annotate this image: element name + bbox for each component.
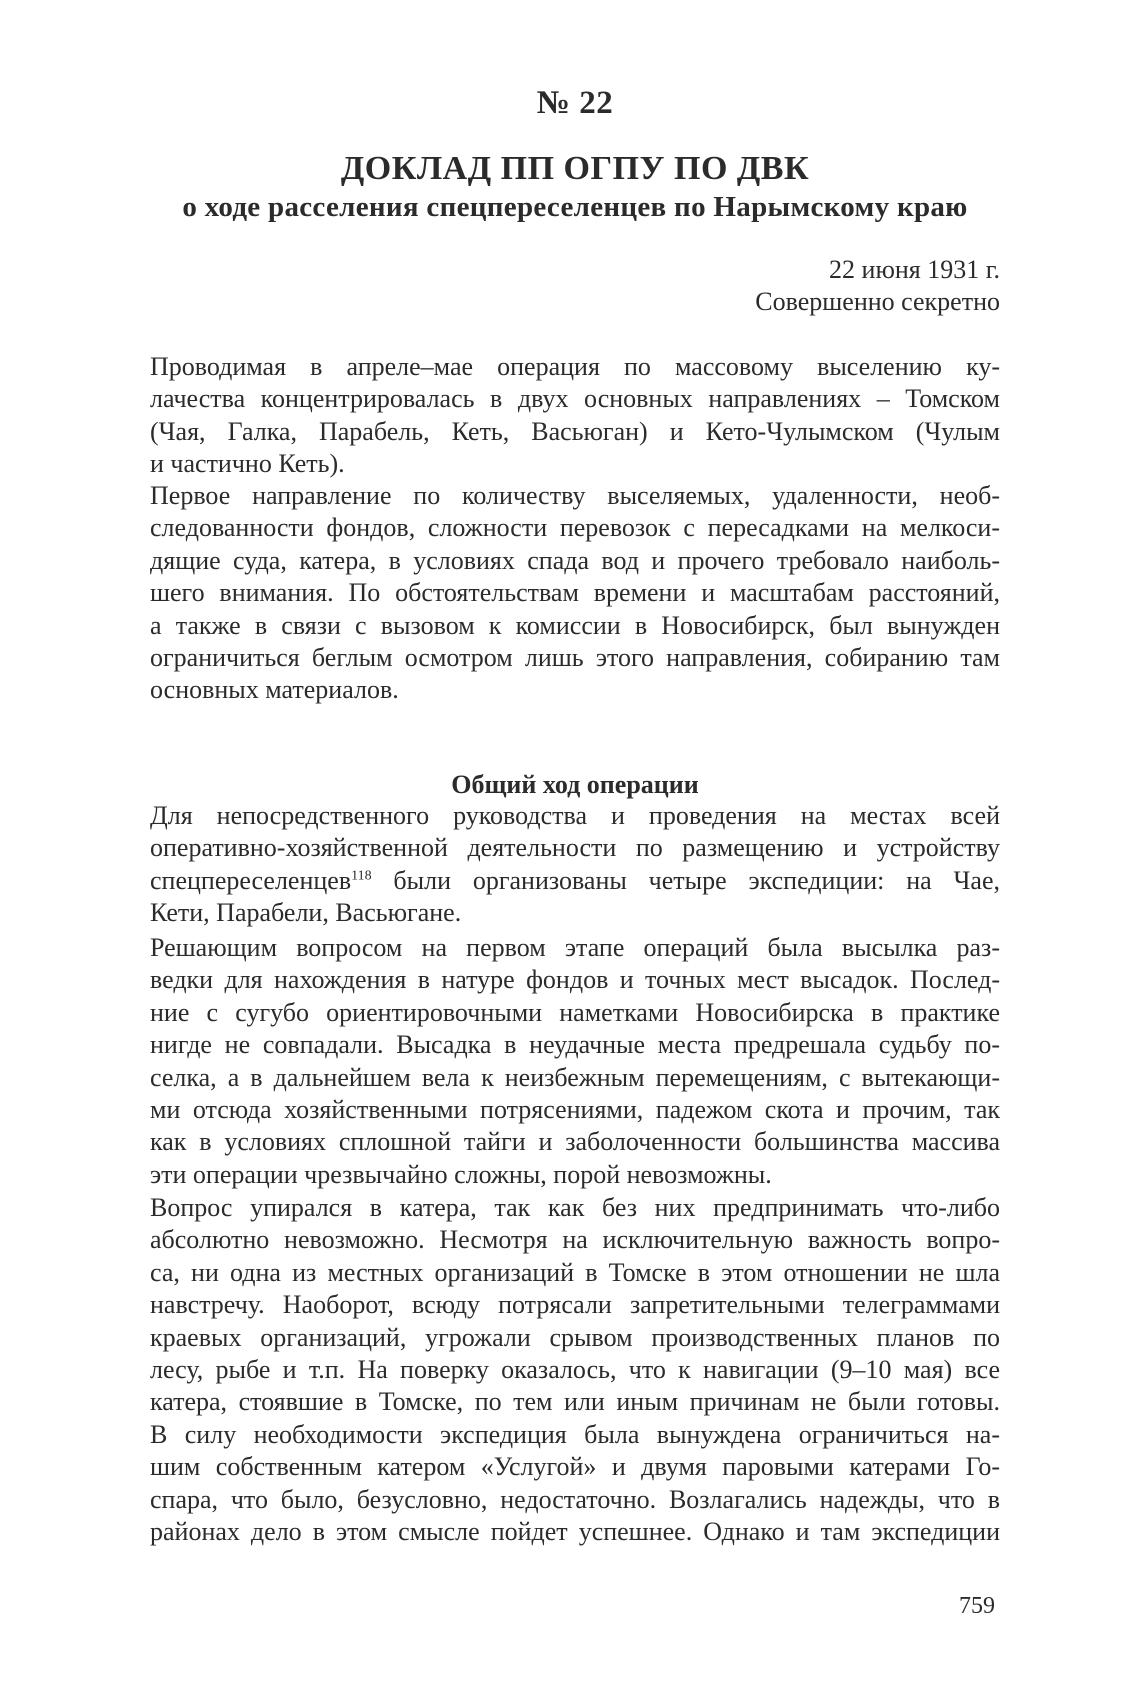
section-heading: Общий ход операции <box>451 770 699 799</box>
text-line: Кети, Парабели, Васьюгане. <box>150 898 462 928</box>
text-line: краевых организаций, угрожали срывом производственных планов по <box>150 1322 1000 1352</box>
text-line: ограничиться беглым осмотром лишь этого направления, собиранию там <box>150 642 1000 672</box>
text-line: ведки для нахождения в натуре фондов и точных мест высадок. Послед- <box>150 965 1000 995</box>
paragraph-4 <box>150 932 1000 1191</box>
paragraph-1 <box>150 351 1000 481</box>
text-line: Решающим вопросом на первом этапе операций была высылка раз- <box>150 933 1000 962</box>
text-line: районах дело в этом смысле пойдет успешнее. Однако и там экспедиции <box>150 1516 1000 1546</box>
text-line: шего внимания. По обстоятельствам времени и масштабам расстояний, <box>150 578 1000 608</box>
text-line: основных материалов. <box>150 675 399 705</box>
text-line: оперативно-хозяйственной деятельности по размещению и устройству <box>150 833 1000 863</box>
text-line: лесу, рыбе и т.п. На поверку оказалось, что к навигации (9–10 мая) все <box>150 1354 1000 1384</box>
text-line: следованности фондов, сложности перевозок с пересадками на мелкоси- <box>150 513 1000 543</box>
text-fragment: были организованы четыре экспедиции: на Чае, <box>371 865 1000 895</box>
paragraph-3 <box>150 800 1000 930</box>
text-line: В силу необходимости экспедиция была вынуждена ограничиться на- <box>150 1419 1000 1449</box>
text-line: селка, а в дальнейшем вела к неизбежным перемещениям, с вытекающи- <box>150 1062 1000 1092</box>
document-title: ДОКЛАД ПП ОГПУ ПО ДВК <box>340 150 810 187</box>
page-content <box>150 0 1000 1690</box>
text-line: навстречу. Наоборот, всюду потрясали запретительными телеграммами <box>150 1290 1000 1320</box>
paragraph-5 <box>150 1192 1000 1548</box>
page-number: 759 <box>959 1593 995 1619</box>
text-line: лачества концентрировалась в двух основных направлениях – Томском <box>150 384 1000 414</box>
text-line: (Чая, Галка, Парабель, Кеть, Васьюган) и Кето-Чулымском (Чулым <box>150 416 1000 446</box>
text-line: как в условиях сплошной тайги и заболоченности большинства массива <box>150 1127 1000 1157</box>
text-line: эти операции чрезвычайно сложны, порой невозможны. <box>150 1159 772 1189</box>
secrecy-label: Совершенно секретно <box>755 287 1000 316</box>
document-date: 22 июня 1931 г. <box>829 255 1000 284</box>
text-line: ние с сугубо ориентировочными наметками Новосибирска в практике <box>150 997 1000 1027</box>
document-number: № 22 <box>536 85 614 121</box>
text-fragment: спецпереселенцев <box>150 865 352 895</box>
text-line: катера, стоявшие в Томске, по тем или иным причинам не были готовы. <box>150 1387 1000 1417</box>
text-line: Вопрос упирался в катера, так как без них предпринимать что-либо <box>150 1193 1000 1222</box>
text-line: спара, что было, безусловно, недостаточно. Возлагались надежды, что в <box>150 1484 1000 1514</box>
text-line: дящие суда, катера, в условиях спада вод и прочего требовало наиболь- <box>150 545 1000 575</box>
document-subtitle: о ходе расселения спецпереселенцев по Нарымскому краю <box>182 191 968 223</box>
text-line-with-footnote <box>150 865 1000 897</box>
text-line: абсолютно невозможно. Несмотря на исключительную важность вопро- <box>150 1225 1000 1255</box>
text-line: Для непосредственного руководства и проведения на местах всей <box>150 801 1000 830</box>
text-line: нигде не совпадали. Высадка в неудачные места предрешала судьбу по- <box>150 1030 1000 1060</box>
footnote-reference: 118 <box>351 868 372 884</box>
paragraph-2 <box>150 480 1000 707</box>
text-line: са, ни одна из местных организаций в Томске в этом отношении не шла <box>150 1257 1000 1287</box>
text-line: Проводимая в апреле–мае операция по массовому выселению ку- <box>150 352 1000 381</box>
text-line: Первое направление по количеству выселяемых, удаленности, необ- <box>150 481 1000 510</box>
text-line: а также в связи с вызовом к комиссии в Новосибирск, был вынужден <box>150 610 1000 640</box>
text-line: шим собственным катером «Услугой» и двумя паровыми катерами Го- <box>150 1452 1000 1482</box>
text-line: и частично Кеть). <box>150 449 345 479</box>
text-line: ми отсюда хозяйственными потрясениями, падежом скота и прочим, так <box>150 1094 1000 1124</box>
